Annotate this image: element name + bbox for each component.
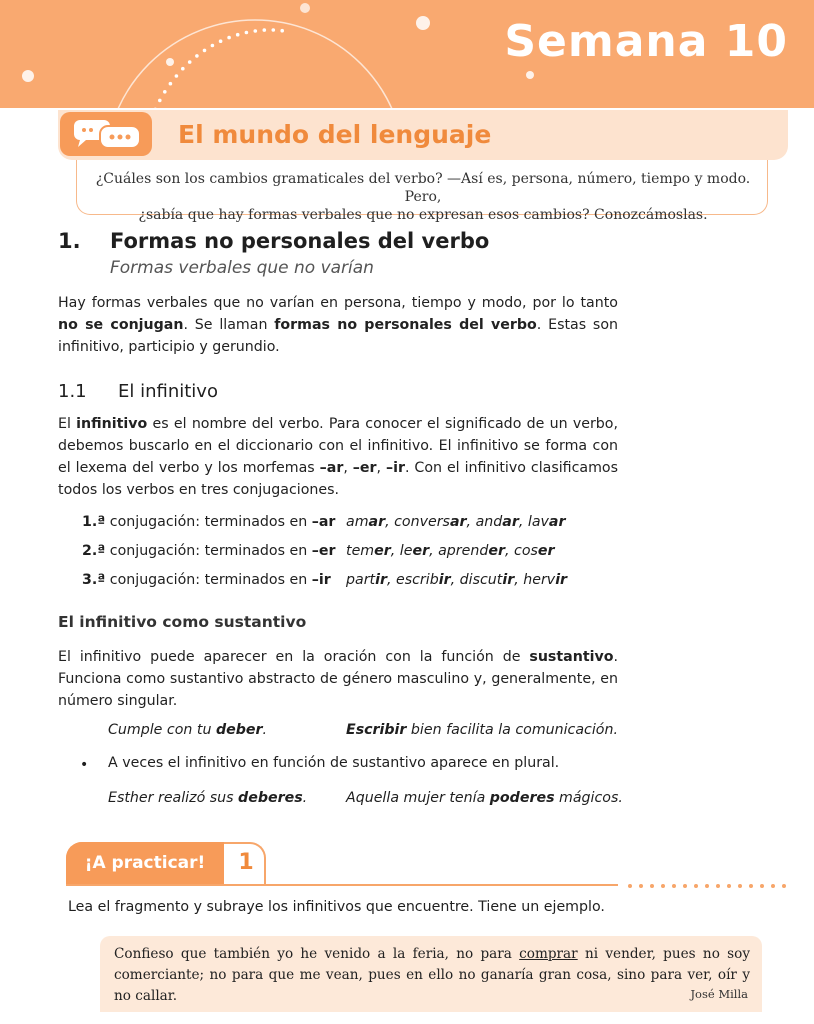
ending: ar — [502, 514, 519, 530]
text: Aquella mujer tenía — [346, 790, 490, 806]
text: . — [302, 790, 308, 806]
lexeme: aprend — [438, 543, 489, 559]
conjugation-line — [82, 572, 331, 588]
lexeme: herv — [523, 572, 556, 588]
chat-bubbles-icon — [60, 112, 152, 156]
text: . Se llaman — [183, 317, 275, 333]
text: mágicos. — [554, 790, 623, 806]
example-left-1 — [108, 722, 267, 738]
ending: ir — [375, 572, 387, 588]
paragraph-noun — [58, 646, 618, 712]
bold-text: sustantivo — [529, 649, 614, 665]
conjugation-examples: amar, conversar, andar, lavar — [346, 514, 566, 530]
lexeme: tem — [346, 543, 375, 559]
suffix: –ir — [311, 572, 331, 588]
lexeme: escrib — [396, 572, 439, 588]
conjugation-examples: partir, escribir, discutir, hervir — [346, 572, 568, 588]
text: conjugación: terminados en — [105, 514, 312, 530]
text: ni vender, pues no soy comerciante; no para que me vean, pues en ello no ganaría gran cosa, sino para ver, oír y no callar. — [114, 946, 750, 1004]
paragraph-infinitive — [58, 413, 618, 501]
lexeme: part — [346, 572, 376, 588]
ending: ar — [548, 514, 566, 530]
text: Hay formas verbales que no varían en persona, tiempo y modo, por lo tanto — [58, 295, 618, 311]
text: , — [343, 460, 353, 476]
quote-author: José Milla — [690, 987, 748, 1001]
bold-text: poderes — [489, 790, 555, 806]
section-title: El mundo del lenguaje — [178, 120, 492, 149]
suffix: –ar — [311, 514, 336, 530]
text: es el nombre del verbo. Para conocer el significado de un verbo, debemos buscarlo en el diccionario con el infinitivo. El infinitivo se forma con el lexema del verbo y los morfemas — [58, 416, 618, 476]
ending: ir — [438, 572, 451, 588]
practice-instruction: Lea el fragmento y subraye los infinitivos que encuentre. Tiene un ejemplo. — [68, 899, 605, 915]
text: conjugación: terminados en — [105, 572, 312, 588]
lexeme: am — [346, 514, 369, 530]
heading-3: El infinitivo como sustantivo — [58, 613, 307, 631]
lexeme: convers — [394, 514, 450, 530]
bold-text: no se conjugan — [58, 317, 184, 333]
bold-text: Escribir — [346, 722, 407, 738]
intro-text — [90, 170, 756, 224]
ending: ar — [449, 514, 467, 530]
conjugation-number: 1.ª — [82, 514, 106, 530]
example-left-2 — [108, 790, 307, 806]
heading-2-number: 1.1 — [58, 381, 87, 402]
paragraph-intro — [58, 292, 618, 358]
underlined-example: comprar — [519, 946, 578, 962]
example-right-2 — [346, 790, 623, 806]
decorative-dotted-line — [626, 883, 796, 889]
lexeme: cos — [514, 543, 538, 559]
conjugation-line — [82, 543, 335, 559]
bold-text: –ir — [385, 460, 405, 476]
conjugation-number: 3.ª — [82, 572, 106, 588]
ending: er — [537, 543, 555, 559]
bold-text: formas no personales del verbo — [274, 317, 537, 333]
heading-2-title: El infinitivo — [118, 381, 218, 402]
text: conjugación: terminados en — [105, 543, 312, 559]
text: bien facilita la comunicación. — [406, 722, 618, 738]
ending: er — [374, 543, 391, 559]
ending: er — [488, 543, 505, 559]
heading-1-title: Formas no personales del verbo — [110, 229, 490, 253]
ending: ir — [555, 572, 568, 588]
conjugation-examples: temer, leer, aprender, coser — [346, 543, 555, 559]
bullet-icon: • — [80, 757, 89, 773]
intro-line-1: ¿Cuáles son los cambios gramaticales del verbo? —Así es, persona, número, tiempo y modo. Pero, — [95, 171, 751, 205]
text: El infinitivo puede aparecer en la oración con la función de — [58, 649, 530, 665]
text: . Con el infinitivo clasificamos todos los verbos en tres conjugaciones. — [58, 460, 618, 498]
practice-number: 1 — [238, 850, 254, 875]
text: . Funciona como sustantivo abstracto de género masculino y, generalmente, en número singular. — [58, 649, 618, 709]
bold-text: infinitivo — [76, 416, 148, 432]
bullet-text: A veces el infinitivo en función de sustantivo aparece en plural. — [108, 755, 560, 771]
week-title: Semana 10 — [504, 16, 788, 67]
text: Esther realizó sus — [108, 790, 239, 806]
lexeme: and — [475, 514, 503, 530]
text: . — [262, 722, 268, 738]
header-band — [0, 0, 814, 108]
practice-divider — [66, 884, 618, 886]
bold-text: –er — [352, 460, 377, 476]
bold-text: deber — [215, 722, 263, 738]
text: El — [58, 416, 77, 432]
conjugation-line — [82, 514, 335, 530]
intro-line-2: ¿sabía que hay formas verbales que no expresan esos cambios? Conozcámoslas. — [138, 207, 708, 223]
heading-1-subtitle: Formas verbales que no varían — [110, 258, 374, 278]
heading-1-number: 1. — [58, 229, 81, 253]
bold-text: –ar — [319, 460, 344, 476]
suffix: –er — [311, 543, 336, 559]
ending: ir — [502, 572, 515, 588]
practice-label: ¡A practicar! — [66, 842, 224, 884]
text: Cumple con tu — [108, 722, 216, 738]
quote-text — [114, 944, 750, 1007]
ending: ar — [368, 514, 386, 530]
text: . Estas son infinitivo, participio y gerundio. — [58, 317, 618, 355]
lexeme: discut — [459, 572, 503, 588]
ending: er — [412, 543, 430, 559]
bold-text: deberes — [238, 790, 303, 806]
lexeme: lav — [527, 514, 549, 530]
text: , — [376, 460, 386, 476]
example-right-1 — [346, 722, 618, 738]
text: Confieso que también yo he venido a la feria, no para — [114, 946, 520, 962]
conjugation-number: 2.ª — [82, 543, 106, 559]
lexeme: le — [399, 543, 413, 559]
